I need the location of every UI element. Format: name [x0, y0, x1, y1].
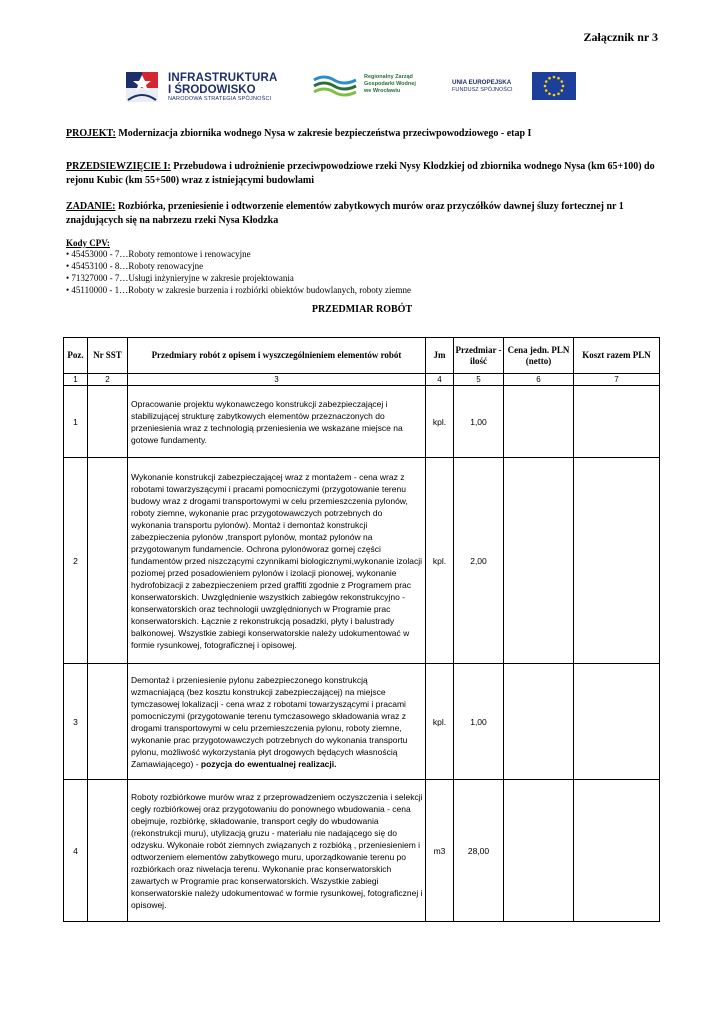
rzgw-logo — [312, 72, 424, 102]
logo-strip — [122, 66, 584, 106]
row-poz: 4 — [64, 780, 88, 922]
table-row — [64, 458, 660, 664]
row-qty: 2,00 — [454, 458, 504, 664]
col-number: 5 — [454, 374, 504, 386]
row-desc-text: Roboty rozbiórkowe murów wraz z przeprowadzeniem oczyszczenia i selekcji cegły rozbiórkowej oraz przygotowaniu do ponownego wbudowania - cena obejmuje, rozbiórkę, składowanie, transport cegły do wbudowania (rekonstrukcji muru), utylizacją gruzu - materiału nie nadającego się do odzysku. Wykonaie robót ziemnych związanych z rozbióką , przeniesieniem i odtworzeniem elementów zabytkowego muru, uporządkowanie terenu po rozbiórkach oraz niwelacja terenu. Wykonanie prac konserwatorskich zawartych w Programie prac konserwatorskich. Wszystkie zabiegi konserwatorskie należy udokumentować w formie rysunkowej, fotograficznej i opisowej. — [131, 791, 423, 910]
task-line — [66, 200, 660, 228]
row-sst — [88, 664, 128, 780]
row-sst — [88, 458, 128, 664]
row-jm: kpl. — [426, 458, 454, 664]
col-number: 7 — [574, 374, 660, 386]
row-desc — [128, 458, 426, 664]
task-label: ZADANIE: — [66, 201, 116, 212]
eu-flag-icon — [532, 72, 576, 100]
row-total — [574, 386, 660, 458]
row-poz: 3 — [64, 664, 88, 780]
row-qty: 28,00 — [454, 780, 504, 922]
row-total — [574, 780, 660, 922]
header-poz: Poz. — [64, 338, 88, 374]
cpv-item: • 45453000 - 7…Roboty remontowe i renowacyjne — [66, 249, 251, 259]
rzgw-line1: Regionalny Zarząd — [364, 74, 413, 80]
header-sst: Nr SST — [88, 338, 128, 374]
row-price — [504, 458, 574, 664]
srodowisko-title: I ŚRODOWISKO — [168, 84, 256, 96]
table-header-row — [64, 338, 660, 374]
cpv-item: • 45453100 - 8…Roboty renowacyjne — [66, 261, 204, 271]
row-jm: kpl. — [426, 386, 454, 458]
undertaking-label: PRZEDSIEWZIĘCIE I: — [66, 161, 171, 172]
column-number-row — [64, 374, 660, 386]
row-desc-text: Demontaż i przeniesienie pylonu zabezpieczonego konstrukcją wzmacniającą (bez kosztu konstrukcji zabezpieczającej) na miejsce tymczasowej lokalizacji - cena wraz z robotami towarzyszącymi i pracami pomocniczymi (przygotowanie terenu tymczasowego składowania wraz z drogami transportowymi w celu przemieszczenia pylonu, roboty ziemne, wykonanie prac przygotowawczych potrzebnych do wykonania transportu pylonu, możliwość wykorzystania płyt drogowych będących własnością Zamawiającego) - — [131, 674, 408, 769]
project-label: PROJEKT: — [66, 128, 116, 139]
row-sst — [88, 780, 128, 922]
cpv-item: • 45110000 - 1…Roboty w zakresie burzenia i rozbiórki obiektów budowlanych, roboty ziemne — [66, 285, 411, 295]
row-total — [574, 458, 660, 664]
table-row — [64, 780, 660, 922]
col-number: 3 — [128, 374, 426, 386]
przedmiar-title: PRZEDMIAR ROBÓT — [311, 304, 413, 315]
cpv-item: • 71327000 - 7…Usługi inżynieryjne w zakresie projektowania — [66, 273, 294, 283]
header-qty-line1: Przedmiar - — [455, 344, 502, 355]
infrastruktura-logo — [122, 66, 296, 106]
eu-fund: FUNDUSZ SPÓJNOŚCI — [452, 87, 513, 93]
rzgw-line2: Gospodarki Wodnej — [364, 81, 416, 87]
row-desc-text: Opracowanie projektu wykonawczego konstrukcji zabezpieczającej i stabilizującej strukturę zabytkowych elementów przeznaczonych do przeniesienia wraz z technologią przeniesienia we wskazane miejsce na gotowe fundamenty. — [131, 398, 403, 445]
cpv-title: Kody CPV: — [66, 238, 110, 248]
col-number: 4 — [426, 374, 454, 386]
row-jm: kpl. — [426, 664, 454, 780]
row-desc-bold: pozycja do ewentualnej realizacji. — [200, 758, 337, 769]
header-desc: Przedmiary robót z opisem i wyszczególnieniem elementów robót — [128, 338, 426, 374]
header-qty-line2: ilość — [470, 355, 487, 366]
row-price — [504, 386, 574, 458]
header-price — [504, 338, 574, 374]
row-desc-text: Wykonanie konstrukcji zabezpieczającej wraz z montażem - cena wraz z robotami towarzyszącymi i pracami pomocniczymi (przygotowanie terenu budowy wraz z drogami transportowymi w celu przemieszczenia pylonów, roboty ziemne, wykonanie prac przygotowawczych potrzebnych do wykonania transportu pylonów). Montaż i demontaż konstrukcji zabezpieczenia pylonów ,transport pylonów, montaż pylonów na przygotowanym fundamencie. Ochrona pylonóworaz gornej części fundamentów przed niszczącymi czynnikami biologicznymi,wykonanie izolacji poziomej przed posadowieniem pylonów i izolacji pionowej, wykonanie hydrofobizacji z zabezpieczeniem przed graffiti zgodnie z Programem prac konserwatorskich. Uwzględnienie wszystkich zabiegów rekonstrukcyjno - konserwatorskich oraz technologii uwzględnionych w Programie prac konserwatorskich. Łącznie z rekonstrukcją posadzki, płyty i balustrady balkonowej. Wszystkie zabiegi konserwatorskie należy udokumentować w formie rysunkowej, fotograficznej i opisowej. — [131, 471, 423, 650]
eu-logo — [452, 72, 584, 100]
header-qty — [454, 338, 504, 374]
row-poz: 2 — [64, 458, 88, 664]
row-qty: 1,00 — [454, 664, 504, 780]
rzgw-wave-icon — [312, 72, 358, 100]
header-price-line1: Cena jedn. PLN — [507, 344, 570, 355]
undertaking-line — [66, 160, 660, 188]
undertaking-text: Przebudowa i udrożnienie przeciwpowodziowe rzeki Nysy Kłodzkiej od zbiornika wodnego Nysa (km 65+100) do rejonu Kubic (km 55+500) wraz z istniejącymi budowlami — [66, 161, 655, 186]
task-text: Rozbiórka, przeniesienie i odtworzenie elementów zabytkowych murów oraz przyczółków dawnej śluzy fortecznej nr 1 znajdujących się na nabrzezu rzeki Nysa Kłodzka — [66, 201, 624, 226]
row-jm: m3 — [426, 780, 454, 922]
project-text: Modernizacja zbiornika wodnego Nysa w zakresie bezpieczeństwa przeciwpowodziowego - etap I — [115, 128, 532, 139]
col-number: 1 — [64, 374, 88, 386]
nss-subtitle: NARODOWA STRATEGIA SPÓJNOŚCI — [168, 96, 272, 102]
annex-label: Załącznik nr 3 — [583, 30, 658, 44]
row-desc — [128, 780, 426, 922]
header-price-line2: (netto) — [525, 355, 552, 366]
row-desc — [128, 386, 426, 458]
row-qty: 1,00 — [454, 386, 504, 458]
row-desc — [128, 664, 426, 780]
col-number: 6 — [504, 374, 574, 386]
infrastruktura-title: INFRASTRUKTURA — [168, 72, 278, 84]
bill-of-quantities-table — [63, 337, 660, 922]
col-number: 2 — [88, 374, 128, 386]
row-total — [574, 664, 660, 780]
project-line — [66, 127, 660, 141]
table-row — [64, 386, 660, 458]
row-price — [504, 780, 574, 922]
header-total: Koszt razem PLN — [574, 338, 660, 374]
infrastruktura-emblem-icon — [122, 66, 162, 106]
row-price — [504, 664, 574, 780]
row-sst — [88, 386, 128, 458]
header-jm: Jm — [426, 338, 454, 374]
row-poz: 1 — [64, 386, 88, 458]
table-row — [64, 664, 660, 780]
eu-title: UNIA EUROPEJSKA — [452, 79, 512, 86]
rzgw-line3: we Wrocławiu — [364, 88, 401, 94]
